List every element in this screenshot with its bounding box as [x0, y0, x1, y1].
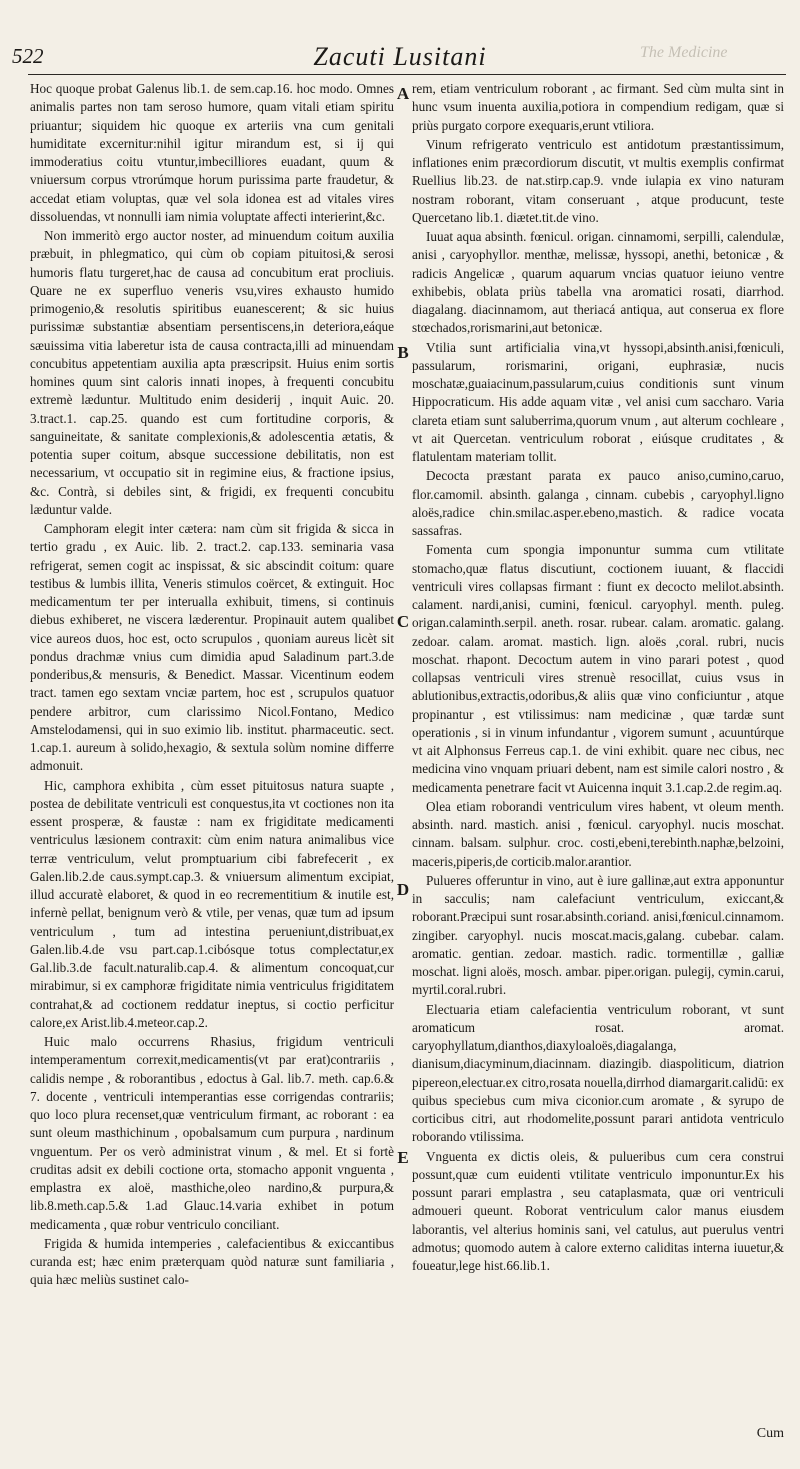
paragraph: Frigida & humida intemperies , calefacientibus & exiccantibus curanda est; hæc enim præterquam quòd naturæ sunt familiaria , quia hæc meliùs sustinet calo- [30, 1235, 394, 1288]
margin-marker: B [397, 343, 409, 362]
paragraph: Huic malo occurrens Rhasius, frigidum ventriculi intemperamentum correxit,medicamentis(vt par erat)contrariis , calidis nempe , & roborantibus , edoctus à Gal. lib.7. meth. cap.6.& 7. docente , ventriculi intemperantias esse corrigendas contrariis; quo loco plura recenset,quæ ventriculum firmant, ac roborant : ea sunt oleum masthichinum , opobalsamum cum purpura , nardinum vnguentum. Per os verò administrat vinum , & mel. Et si fortè cruditas adsit ex debili coctione orta, stomacho apponit vnguenta , emplastra ex aloë, masthiche,oleo nardino,& purpura,& lib.8.meth.cap.5.& 1.ad Glauc.14.varia exhibet in potum medicamenta , quæ robur ventriculo conciliant. [30, 1034, 394, 1232]
show-through-text: The Medicine [640, 44, 728, 61]
header-rule [28, 74, 786, 75]
margin-marker: E [397, 1148, 409, 1167]
margin-marker: C [396, 612, 410, 631]
paragraph: Iuuat aqua absinth. fœnicul. origan. cinnamomi, serpilli, calendulæ, anisi , caryophyllor. menthæ, melissæ, hyssopi, anethi, betonicæ , & radicis Angelicæ , quarum aquarum vncias quatuor ieiuno ventre exhibebis, oblata priùs tabella vna aromatici rosati, diarrhod. diagalang. diacinnamom, aut theriacá antiqua, aut conserua ex flore stœchados,rorismarini,aut betonicæ. [412, 229, 784, 336]
paragraph: Electuaria etiam calefacientia ventriculum roborant, vt sunt aromaticum rosat. aromat. caryophyllatum,dianthos,diaxyloaloës,diagalanga, dianisum,diacyminum,diacinnam. diazingib. diaspoliticum, diatrion pipereon,electuar.ex citro,rosata nouella,dirrhod diamargarit.calidū: ex quibus speciebus cum miva ciconior.cum aromate , & syrupo de corticibus citri, aut rhodomelite,possunt parari antidota ventriculo roborando vtilissima. [412, 1001, 784, 1145]
margin-marker: D [396, 880, 410, 899]
paragraph: Vinum refrigerato ventriculo est antidotum præstantissimum, inflationes enim præcordiorum discutit, vt multis exemplis confirmat Ruellius lib.23. de nat.stirp.cap.9. vnde iulapia ex vino naturam nostram roborant, vitam conseruant , atque producunt, teste Quercetano lib.1. diætet.tit.de vino. [412, 136, 784, 225]
right-column [412, 80, 784, 1435]
paragraph: Non immeritò ergo auctor noster, ad minuendum coitum auxilia præbuit, in phlegmatico, qui cùm ob copiam pituitosi,& serosi humoris flatu turgeret,hac de causa ad concubitum erat procliuis. Quare ne ex superfluo veneris vsu,vires exhausto humido primogenio,& resolutis spiritibus euanescerent; & sic huius purissimæ substantiæ absentiam persentiscens,in deteriora,eáque sæuissima vitia laberetur ista de causa contracta,illi ad minuendam concubitus appetentiam auxilia apta præscripsit. Huius enim sortis homines quum sint caloris innati inopes, à frequenti concubitu extremè læduntur. Multitudo enim desiderij , inquit Auic. 20. 3.tract.1. cap.25. quando est cum fortitudine corporis, & sanguineitate, & sanitate complexionis,& adolescentia ætatis, & potentia super coitum, absque successione debilitatis, non est necessarium, vt occupatio sit in regimine eius, & fractione ipsius, &c. Contrà, si debiles sint, & frigidi, ex frequenti concubitu læduntur valde. [30, 228, 394, 517]
paragraph: Decocta præstant parata ex pauco aniso,cumino,caruo, flor.camomil. absinth. galanga , cinnam. cubebis , caryophyl.ligno aloës,radice chin.smilac.asper.ebeno,mastich. & radice vocata sassafras. [412, 468, 784, 538]
running-head-title: Zacuti Lusitani [313, 42, 487, 71]
catchword: Cum [756, 1426, 784, 1441]
page-number: 522 [12, 44, 44, 68]
paragraph: Fomenta cum spongia imponuntur summa cum vtilitate stomacho,quæ flatus discutiunt, coctionem iuuant, & flaccidi ventriculi vires collapsas firmant : fiunt ex decocto melilot.absinth. calament. nardi,anisi, cumini, fœnicul. caryophyl. menth. puleg. origan.calaminth.serpil. aneth. rosar. rubear. calam. aromatic. galang. zedoar. calam. aromat. mastich. lign. aloës ,coral. rubri, nucis moschat. rhapont. Decoctum autem in vino parari potest , quod collapsas ventriculi vires strenuè resocillat, cuius vsus in ablutionibus,extractis,odoribus,& aliis quæ vino conficiuntur , atque propinantur , est vtilissimus: nam medicinæ , quæ tardæ sunt operationis , si in vinum infundantur , vigorem sumunt , acuuntúrque vt ait Alphonsus Ferreus cap.1. de vini exhibit. quare nec cibus, nec medicina vino vnquam priuari debent, nam est simile calori nostro , & medicamenta penetrare facit vt Auicenna inquit 3.1.cap.2.de regim.aq. [412, 542, 784, 795]
paragraph: rem, etiam ventriculum roborant , ac firmant. Sed cùm multa sint in hunc vsum inuenta auxilia,potiora in compendium redigam, quæ si priùs purgato corpore exequaris,erunt vtiliora. [412, 81, 784, 133]
paragraph: Camphoram elegit inter cætera: nam cùm sit frigida & sicca in tertio gradu , ex Auic. lib. 2. tract.2. cap.133. seminaria vasa refrigerat, semen cogit ac inspissat, & sic abscindit coitum: quare testibus & lumbis illita, Veneris stimulos coërcet, & extinguit. Hoc medicamentum ter per interualla exhibuit, timens, si continuis diebus exhiberet, ne viscera læderentur. Propinauit autem qualibet vice aureos duos, hoc est, octo scrupulos , quoniam aureus licèt sit pondus drachmæ vnius cum dimidia apud Saladinum part.3.de ponderibus,& mensuris, & Benedict. Massar. Vicentinum eodem tract. tamen ego sextam vnciæ partem, hoc est , scrupulos quatuor pendere arbitror, cum clarissimo Nicol.Fontano, Medico Amstelodamensi, qui in suo eximio lib. institut. pharmaceutic. sect. 1.cap.1. aureum à solido,hexagio, & sextula solùm nomine differre admonuit. [30, 521, 394, 774]
left-column [30, 80, 394, 1435]
paragraph: Olea etiam roborandi ventriculum vires habent, vt oleum menth. absinth. nard. mastich. anisi , fœnicul. caryophyl. nucis moschat. cinnam. balsam. sulphur. croc. costi,ebeni,terebinth.naphæ,belzoini, maceris,piperis,de corticib.malor.arantior. [412, 798, 784, 869]
paragraph: Vtilia sunt artificialia vina,vt hyssopi,absinth.anisi,fœniculi, passularum, rorismarini, origani, euphrasiæ, nucis moschatæ,guaiacinum,passularum,cuius conditionis sunt vinum Hippocraticum. His adde aquam vitæ , vel anisi cum saccharo. Varia clareta etiam sunt saluberrima,quorum vnum , aut alterum cochleare , vt ait Quercetan. ventriculum roborat , eiúsque cruditates , & flatulentam materiam tollit. [412, 339, 784, 464]
paragraph: Pulueres offeruntur in vino, aut è iure gallinæ,aut extra apponuntur in sacculis; nam calefaciunt ventriculum, exiccant,& roborant.Præcipui sunt rosar.absinth.coriand. anisi,fœnicul.cinnamom. zingiber. caryophyl. nucis moscat.macis,galang. cubebar. calam. aromatic. gentian. zedoar. mastich. radic. tormentillæ , galliæ moschat. ligni aloës, mosch. ambar. piper.origan. pulegij, cymin.carui, myrtil.coral.rubri. [412, 872, 784, 998]
paragraph: Vnguenta ex dictis oleis, & pulueribus cum cera construi possunt,quæ cum euidenti vtilitate ventriculo imponuntur.Ex his possunt parari emplastra , seu cataplasmata, quæ ori ventriculi admoueri queunt. Roborat ventriculum calor manus eiusdem laborantis, vel alterius hominis sani, vel catulus, aut puerulus ventri admotus; quomodo autem à calore externo caliditas interna iuuetur,& foueatur,lege hist.66.lib.1. [412, 1148, 784, 1273]
margin-marker: A [396, 84, 410, 103]
paragraph: Hic, camphora exhibita , cùm esset pituitosus natura suapte , postea de debilitate ventriculi est conquestus,ita vt coctiones non ita essent prosperæ, & faustæ : nam ex frigiditate medicamenti ventriculus læsionem contraxit: cùm enim natura animalibus vice terræ ventriculum, velut promptuarium cibi fabrefecerit , ex Galen.lib.2.de caus.sympt.cap.3. & vniuersum alimentum excipiat, illud accuratè elaboret, & quod in eo recrementitium & inutile est, infernè pellat, benignum verò & vtile, per venas, quæ tum ad ipsum ventriculum , tum ad intestina perueniunt,distribuat,ex Galen.lib.4.de vsu part.cap.1.cibósque totus complectatur,ex Gal.lib.3.de facult.naturalib.cap.4. & alimentum concoquat,cur mirabimur, si ex camphoræ frigiditate nimia ventriculus frigiditatem contrahat,& ad coctionem reddatur ineptus, si coctio perficitur calore,ex Arist.lib.4.meteor.cap.2. [30, 777, 394, 1030]
paragraph: Hoc quoque probat Galenus lib.1. de sem.cap.16. hoc modo. Omnes animalis partes non tam seroso humore, quam vitali etiam spiritu priuantur; siquidem hic quoque ex arteriis vna cum genitali humiditate excernitur:nihil igitur mirandum est, si ij qui immoderatius coitu vtuntur,imbecilliores euadant, quum & vniuersum corpus vtrorúmque horum purissima parte fraudetur, & accedat etiam voluptas, quæ vel sola idonea est ad vitales vires dissoluendas, vt nonnulli iam nimia voluptate affecti interierint,&c. [30, 81, 394, 224]
